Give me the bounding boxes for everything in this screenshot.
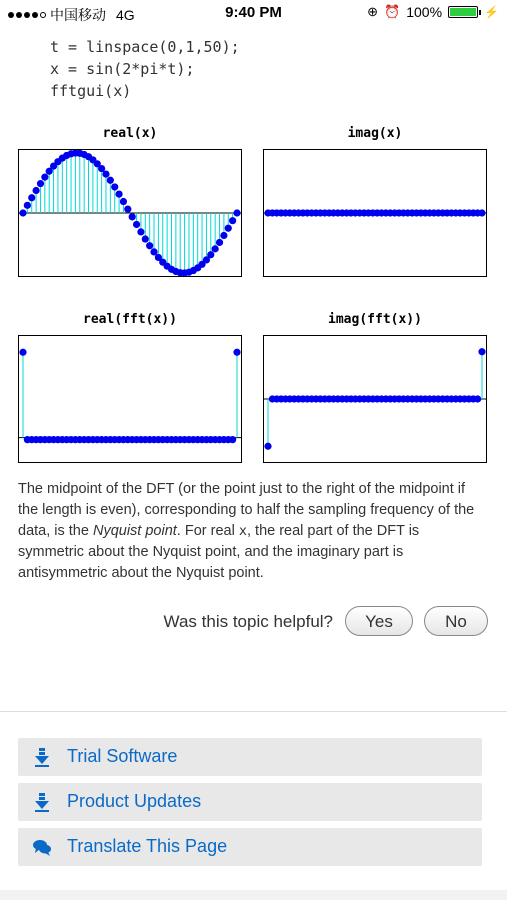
data-point [33,187,40,194]
product-updates-button[interactable] [18,783,482,821]
data-point [129,213,136,220]
code-block [50,36,240,102]
carrier-name: 中国移动 [50,7,106,23]
code-line: fftgui(x) [50,82,132,100]
plot-imag-fft [263,335,487,463]
data-point [19,209,26,216]
data-point [41,174,48,181]
description-paragraph [18,479,488,584]
data-point [133,221,140,228]
data-point [107,177,114,184]
data-point [24,202,31,209]
data-point [229,436,236,443]
data-point [216,239,223,246]
code-line: t = linspace(0,1,50); [50,38,240,56]
code-var-x: x [238,523,247,539]
battery-percent: 100% [406,4,443,20]
feedback-question: Was this topic helpful? [163,612,333,631]
link-label: Translate This Page [67,836,228,856]
orientation-lock-icon: ⊕ [367,4,379,19]
yes-button[interactable]: Yes [345,606,413,636]
no-button[interactable]: No [424,606,488,636]
bottom-bar [0,890,507,900]
plot-real-fft [18,335,242,463]
data-point [137,228,144,235]
plot-real-x [18,149,242,277]
data-point [212,245,219,252]
download-icon [32,747,52,767]
data-point [28,194,35,201]
alarm-icon: ⏰ [384,4,401,19]
feedback-row [0,606,507,638]
data-point [124,206,131,213]
data-point [19,349,26,356]
data-point [478,348,485,355]
code-line: x = sin(2*pi*t); [50,60,195,78]
link-label: Trial Software [67,746,178,766]
data-point [220,232,227,239]
divider [0,711,507,712]
data-point [146,242,153,249]
battery-icon [448,6,478,18]
data-point [102,171,109,178]
link-label: Product Updates [67,791,202,811]
real-fft-svg [19,336,241,462]
chat-bubbles-icon [32,837,52,857]
trial-software-button[interactable] [18,738,482,776]
data-point [229,217,236,224]
data-point [142,235,149,242]
data-point [115,190,122,197]
data-point [120,198,127,205]
download-icon [32,792,52,812]
data-point [37,180,44,187]
desc-text: . For real [176,523,239,539]
data-point [264,443,271,450]
data-point [233,349,240,356]
data-point [207,251,214,258]
nyquist-term: Nyquist point [92,523,177,539]
status-icons [367,4,499,20]
desc-text: The midpoint of the DFT (or the point just to the right of the midpoint if the length is even), corresponding to half the sampling frequency of the data, is the [18,481,475,539]
clock: 9:40 PM [225,4,282,21]
data-point [225,225,232,232]
imag-fft-svg [264,336,486,462]
translate-page-button[interactable] [18,828,482,866]
data-point [478,209,485,216]
plot-title-imag-fft: imag(fft(x)) [328,312,422,327]
plot-title-real-fft: real(fft(x)) [83,312,177,327]
plot-imag-x [263,149,487,277]
data-point [233,209,240,216]
network-type: 4G [116,7,135,23]
status-bar [0,0,507,26]
plot-title-real-x: real(x) [102,126,158,141]
imag-x-svg [264,150,486,276]
data-point [474,395,481,402]
plot-title-imag-x: imag(x) [347,126,403,141]
real-x-svg [19,150,241,276]
desc-text: , the real part of the DFT is symmetric about the Nyquist point, and the imaginary part is antisymmetric about the Nyquist point. [18,523,420,581]
charging-icon: ⚡ [484,5,499,19]
data-point [111,183,118,190]
